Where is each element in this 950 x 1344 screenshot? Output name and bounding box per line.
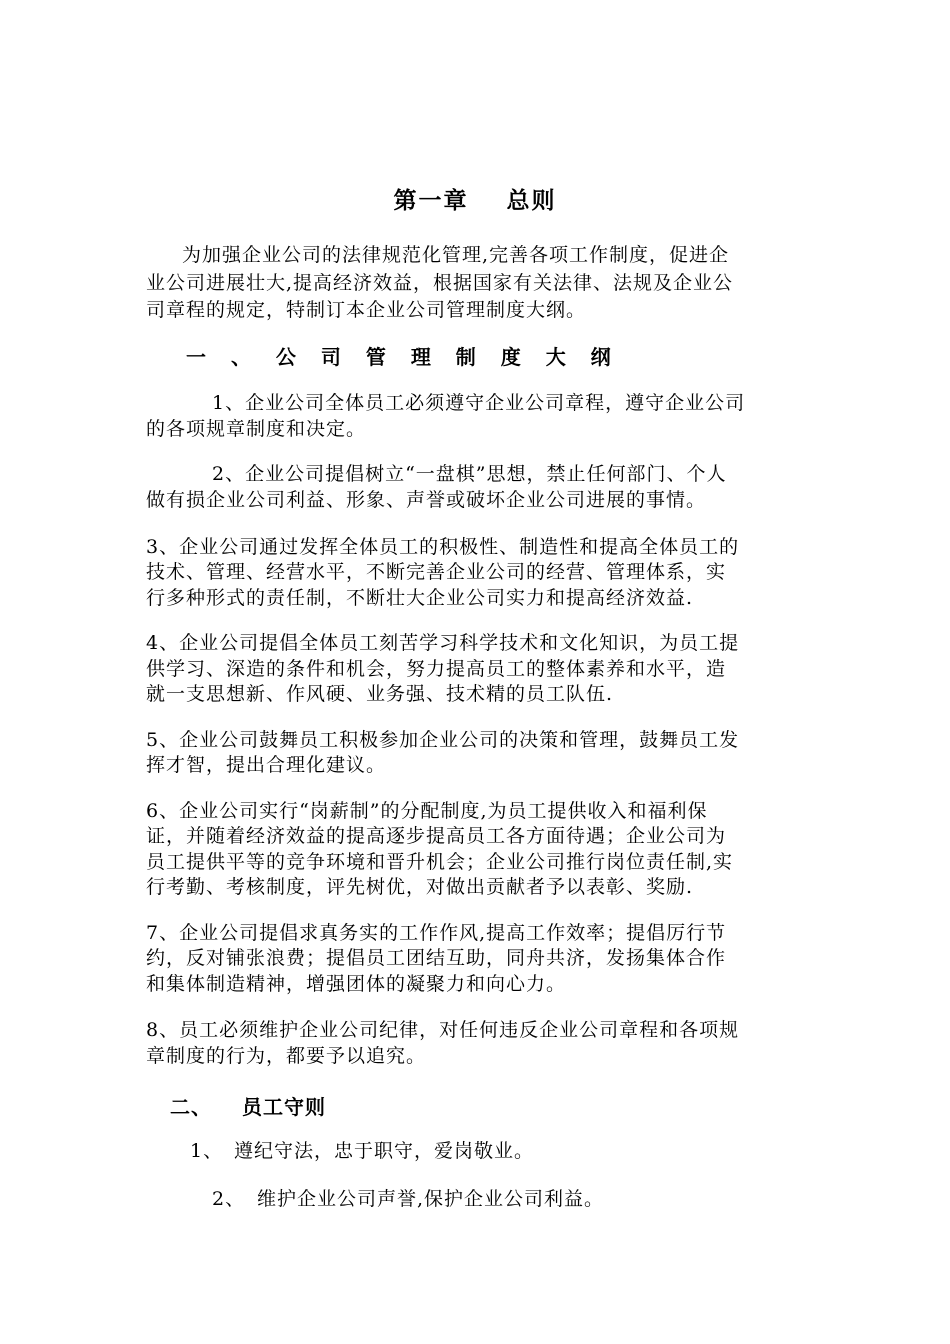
article-line: 就一支思想新、作风硬、业务强、技术精的员工队伍. [146, 683, 614, 705]
intro-line: 为加强企业公司的法律规范化管理,完善各项工作制度，促进企 [182, 244, 730, 266]
article-line: 6、企业公司实行“岗薪制”的分配制度,为员工提供收入和福利保 [146, 800, 708, 822]
article-line: 4、企业公司提倡全体员工刻苦学习科学技术和文化知识，为员工提 [146, 632, 740, 654]
intro-line: 业公司进展壮大,提高经济效益，根据国家有关法律、法规及企业公 [146, 272, 734, 294]
article-line: 做有损企业公司利益、形象、声誉或破坏企业公司进展的事情。 [146, 489, 707, 511]
article-line: 供学习、深造的条件和机会，努力提高员工的整体素养和水平，造 [146, 658, 727, 680]
article-line: 1、企业公司全体员工必须遵守企业公司章程，遵守企业公司 [212, 392, 746, 414]
article-line: 8、员工必须维护企业公司纪律，对任何违反企业公司章程和各项规 [146, 1019, 740, 1041]
rule-text: 遵纪守法，忠于职守，爱岗敬业。 [234, 1140, 535, 1162]
article-line: 7、企业公司提倡求真务实的工作作风,提高工作效率；提倡厉行节 [146, 922, 727, 944]
rule-number: 2、 [212, 1188, 246, 1210]
article-line: 2、企业公司提倡树立“一盘棋”思想，禁止任何部门、个人 [212, 463, 727, 485]
section-heading: 一 、 公 司 管 理 制 度 大 纲 [186, 345, 620, 369]
chapter-title [0, 182, 950, 215]
rule-number: 1、 [190, 1140, 224, 1162]
article-line: 的各项规章制度和决定。 [146, 418, 367, 440]
article-line: 行考勤、考核制度，评先树优，对做出贡献者予以表彰、奖励. [146, 876, 694, 898]
article-line: 约，反对铺张浪费；提倡员工团结互助，同舟共济，发扬集体合作 [146, 947, 727, 969]
chapter-number: 第一章 [393, 188, 469, 214]
article-line: 和集体制造精神，增强团体的凝聚力和向心力。 [146, 973, 567, 995]
intro-line: 司章程的规定，特制订本企业公司管理制度大纲。 [146, 299, 587, 321]
rule-text: 维护企业公司声誉,保护企业公司利益。 [257, 1188, 605, 1210]
section-heading: 员工守则 [242, 1095, 326, 1119]
section-number: 二、 [170, 1095, 212, 1119]
article-line: 行多种形式的责任制，不断壮大企业公司实力和提高经济效益. [146, 587, 694, 609]
article-line: 技术、管理、经营水平，不断完善企业公司的经营、管理体系，实 [146, 561, 727, 583]
article-line: 3、企业公司通过发挥全体员工的积极性、制造性和提高全体员工的 [146, 536, 740, 558]
article-line: 员工提供平等的竞争环境和晋升机会；企业公司推行岗位责任制,实 [146, 851, 734, 873]
article-line: 证，并随着经济效益的提高逐步提高员工各方面待遇；企业公司为 [146, 825, 727, 847]
article-line: 章制度的行为，都要予以追究。 [146, 1045, 427, 1067]
article-line: 挥才智，提出合理化建议。 [146, 754, 387, 776]
article-line: 5、企业公司鼓舞员工积极参加企业公司的决策和管理，鼓舞员工发 [146, 729, 740, 751]
chapter-name: 总则 [506, 188, 557, 214]
